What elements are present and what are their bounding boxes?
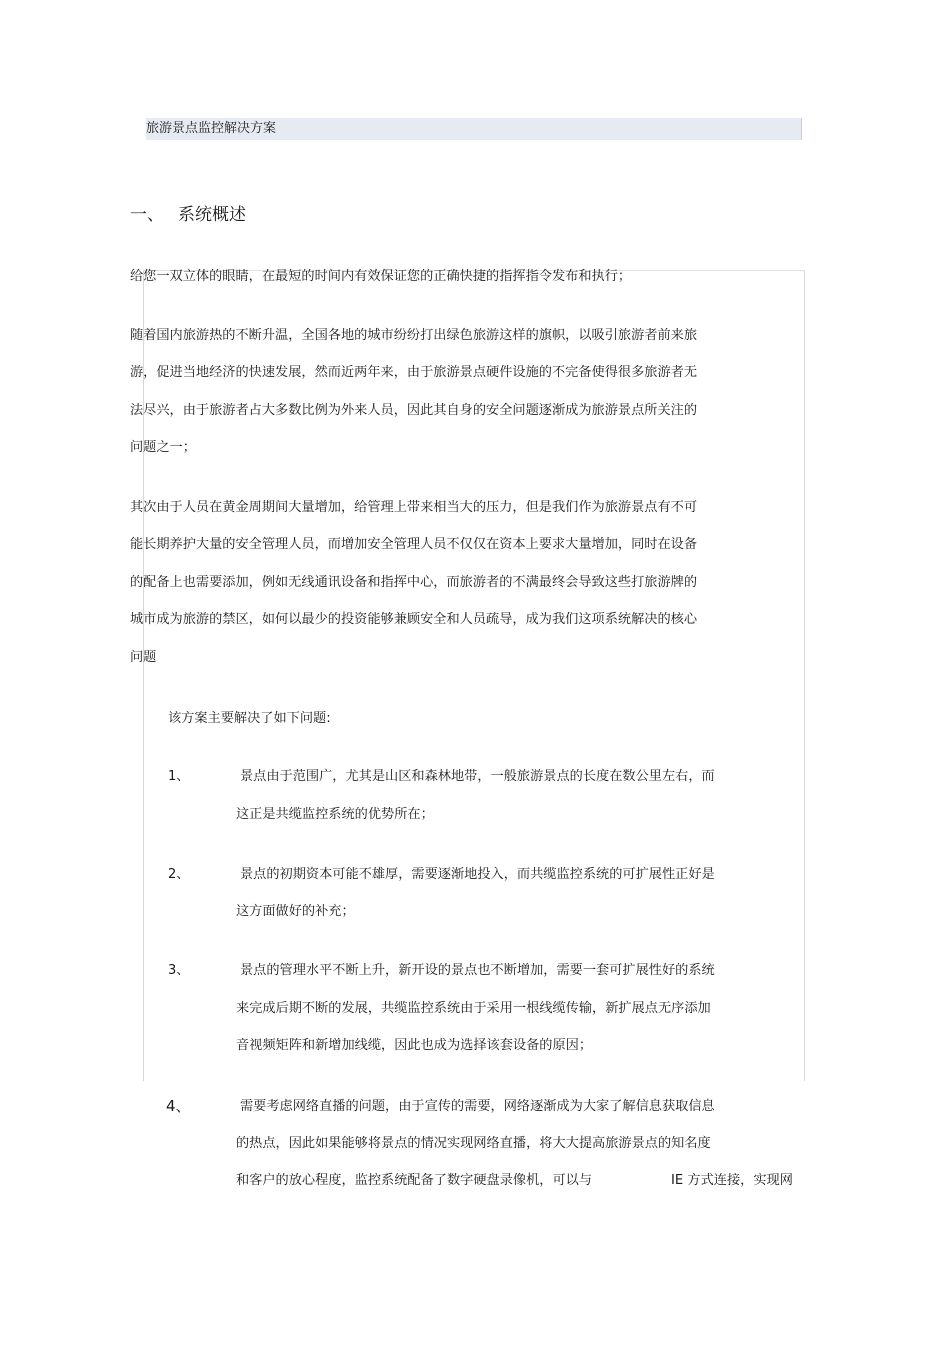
paragraph-line: 随着国内旅游热的不断升温，全国各地的城市纷纷打出绿色旅游这样的旗帜，以吸引旅游者前来旅: [130, 328, 698, 343]
paragraph-line: 问题之一；: [130, 440, 196, 455]
list-item-number: 4、: [166, 1097, 191, 1115]
list-item-line: 需要考虑网络直播的问题，由于宣传的需要，网络逐渐成为大家了解信息获取信息: [240, 1099, 715, 1114]
document-header-title: 旅游景点监控解决方案: [146, 121, 277, 136]
list-item-line: 景点的管理水平不断上升，新开设的景点也不断增加，需要一套可扩展性好的系统: [240, 963, 715, 978]
list-item-line: 景点由于范围广，尤其是山区和森林地带，一般旅游景点的长度在数公里左右，而: [240, 769, 715, 784]
list-item-line: 景点的初期资本可能不雄厚，需要逐渐地投入，而共缆监控系统的可扩展性正好是: [240, 867, 715, 882]
list-item-number: 3、: [168, 963, 190, 978]
section-number: 一、: [130, 205, 164, 225]
paragraph-line: 其次由于人员在黄金周期间大量增加，给管理上带来相当大的压力，但是我们作为旅游景点有不可: [130, 500, 698, 515]
paragraph-line: 问题: [130, 650, 157, 665]
list-item-line: 和客户的放心程度，监控系统配备了数字硬盘录像机，可以与: [236, 1173, 593, 1188]
list-item-tail: IE 方式连接，实现网: [671, 1173, 793, 1188]
section-heading: [130, 204, 246, 226]
list-item-line: 这方面做好的补充；: [236, 904, 355, 919]
list-item-line: 来完成后期不断的发展，共缆监控系统由于采用一根线缆传输，新扩展点无序添加: [236, 1001, 711, 1016]
list-item-line: 的热点，因此如果能够将景点的情况实现网络直播，将大大提高旅游景点的知名度: [236, 1136, 711, 1151]
paragraph-line: 游，促进当地经济的快速发展，然而近两年来，由于旅游景点硬件设施的不完备使得很多旅游者无: [130, 365, 698, 380]
list-item-number: 2、: [168, 867, 190, 882]
list-item-number: 1、: [168, 769, 190, 784]
section-title: 系统概述: [178, 205, 246, 225]
list-intro: 该方案主要解决了如下问题:: [168, 711, 331, 726]
content-frame: [143, 270, 805, 1081]
paragraph-line: 城市成为旅游的禁区，如何以最少的投资能够兼顾安全和人员疏导，成为我们这项系统解决的核心: [130, 612, 698, 627]
list-item-line: 音视频矩阵和新增加线缆，因此也成为选择该套设备的原因；: [236, 1038, 593, 1053]
paragraph-line: 给您一双立体的眼睛，在最短的时间内有效保证您的正确快捷的指挥指令发布和执行；: [130, 269, 632, 284]
paragraph-line: 的配备上也需要添加，例如无线通讯设备和指挥中心，而旅游者的不满最终会导致这些打旅游牌的: [130, 575, 698, 590]
paragraph-line: 法尽兴，由于旅游者占大多数比例为外来人员，因此其自身的安全问题逐渐成为旅游景点所关注的: [130, 403, 698, 418]
list-item-line: 这正是共缆监控系统的优势所在；: [236, 807, 434, 822]
paragraph-line: 能长期养护大量的安全管理人员，而增加安全管理人员不仅仅在资本上要求大量增加，同时在设备: [130, 537, 698, 552]
